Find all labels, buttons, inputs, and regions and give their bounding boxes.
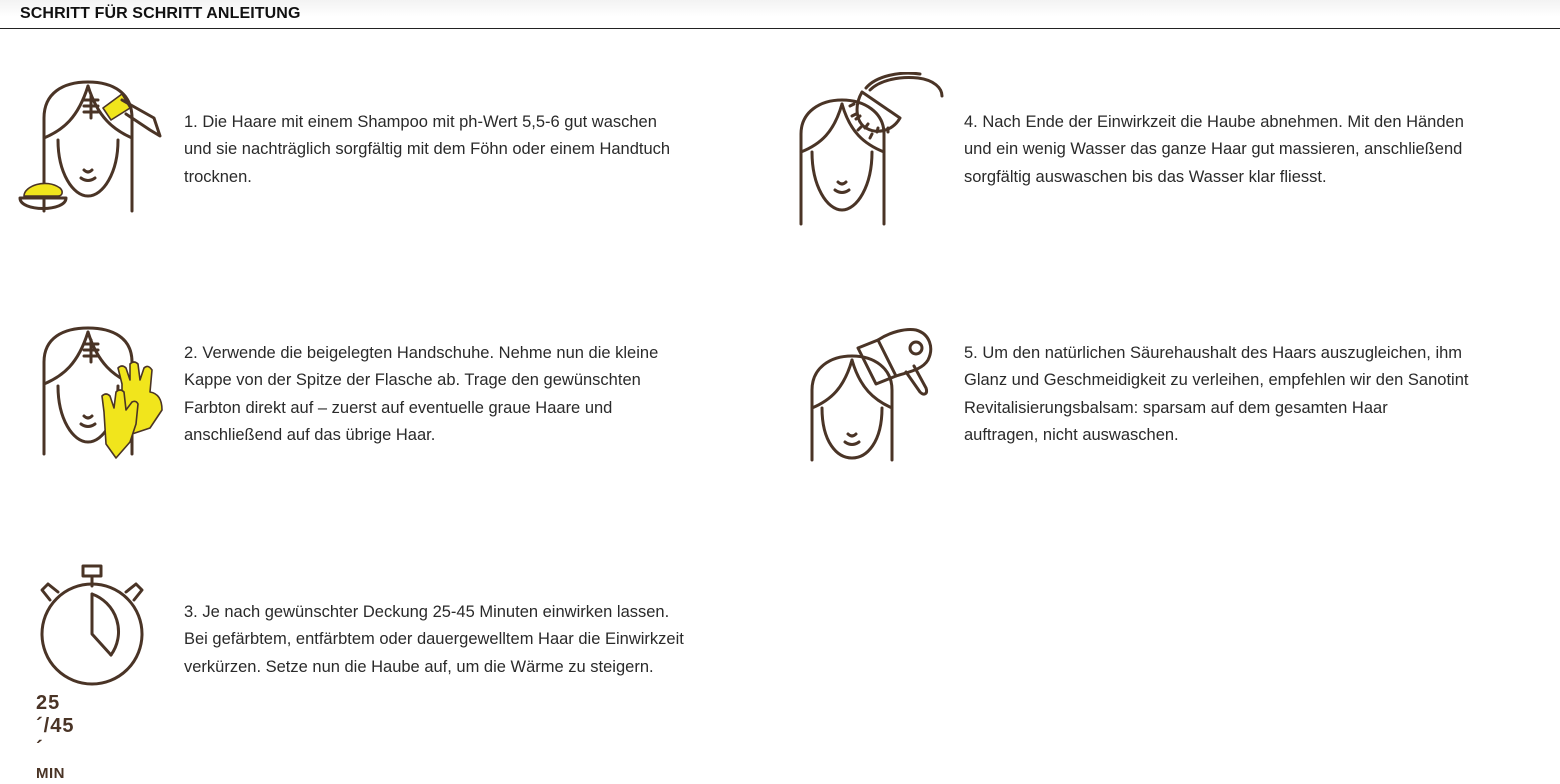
stopwatch-icon [36, 562, 148, 690]
step-2-text: 2. Verwende die beigelegten Handschuhe. Nehme nun die kleine Kappe von der Spitze der Flasche ab. Trage den gewünschten Farbton direkt auf – zuerst auf eventuelle graue Haare und anschließend auf das übrige Haar. [184, 344, 659, 444]
section-title: SCHRITT FÜR SCHRITT ANLEITUNG [20, 5, 301, 22]
hair-wash-bowl-brush-icon [18, 78, 168, 218]
shower-rinse-icon [796, 72, 948, 228]
timer-label [36, 692, 74, 784]
gloves-application-icon [36, 324, 166, 464]
timer-value: 25´/45´ [36, 692, 75, 760]
section-header [0, 0, 1560, 29]
step-1-text: 1. Die Haare mit einem Shampoo mit ph-Wert 5,5-6 gut waschen und sie nachträglich sorgfältig mit dem Föhn oder einem Handtuch trocknen. [184, 113, 671, 186]
timer-unit: MIN [36, 765, 65, 782]
step-5-text: 5. Um den natürlichen Säurehaushalt des Haars auszugleichen, ihm Glanz und Geschmeidigkeit zu verleihen, empfehlen wir den Sanotint Revitalisierungsbalsam: sparsam auf dem gesamten Haar auftragen, nicht auswaschen. [964, 344, 1469, 444]
step-4-text: 4. Nach Ende der Einwirkzeit die Haube abnehmen. Mit den Händen und ein wenig Wasser das ganze Haar gut massieren, anschließend sorgfältig auswaschen bis das Wasser klar fliesst. [964, 113, 1464, 186]
step-3-text: 3. Je nach gewünschter Deckung 25-45 Minuten einwirken lassen. Bei gefärbtem, entfärbtem oder dauergewelltem Haar die Einwirkzeit verkürzen. Setze nun die Haube auf, um die Wärme zu steigern. [184, 603, 684, 676]
hair-dryer-icon [806, 326, 940, 464]
